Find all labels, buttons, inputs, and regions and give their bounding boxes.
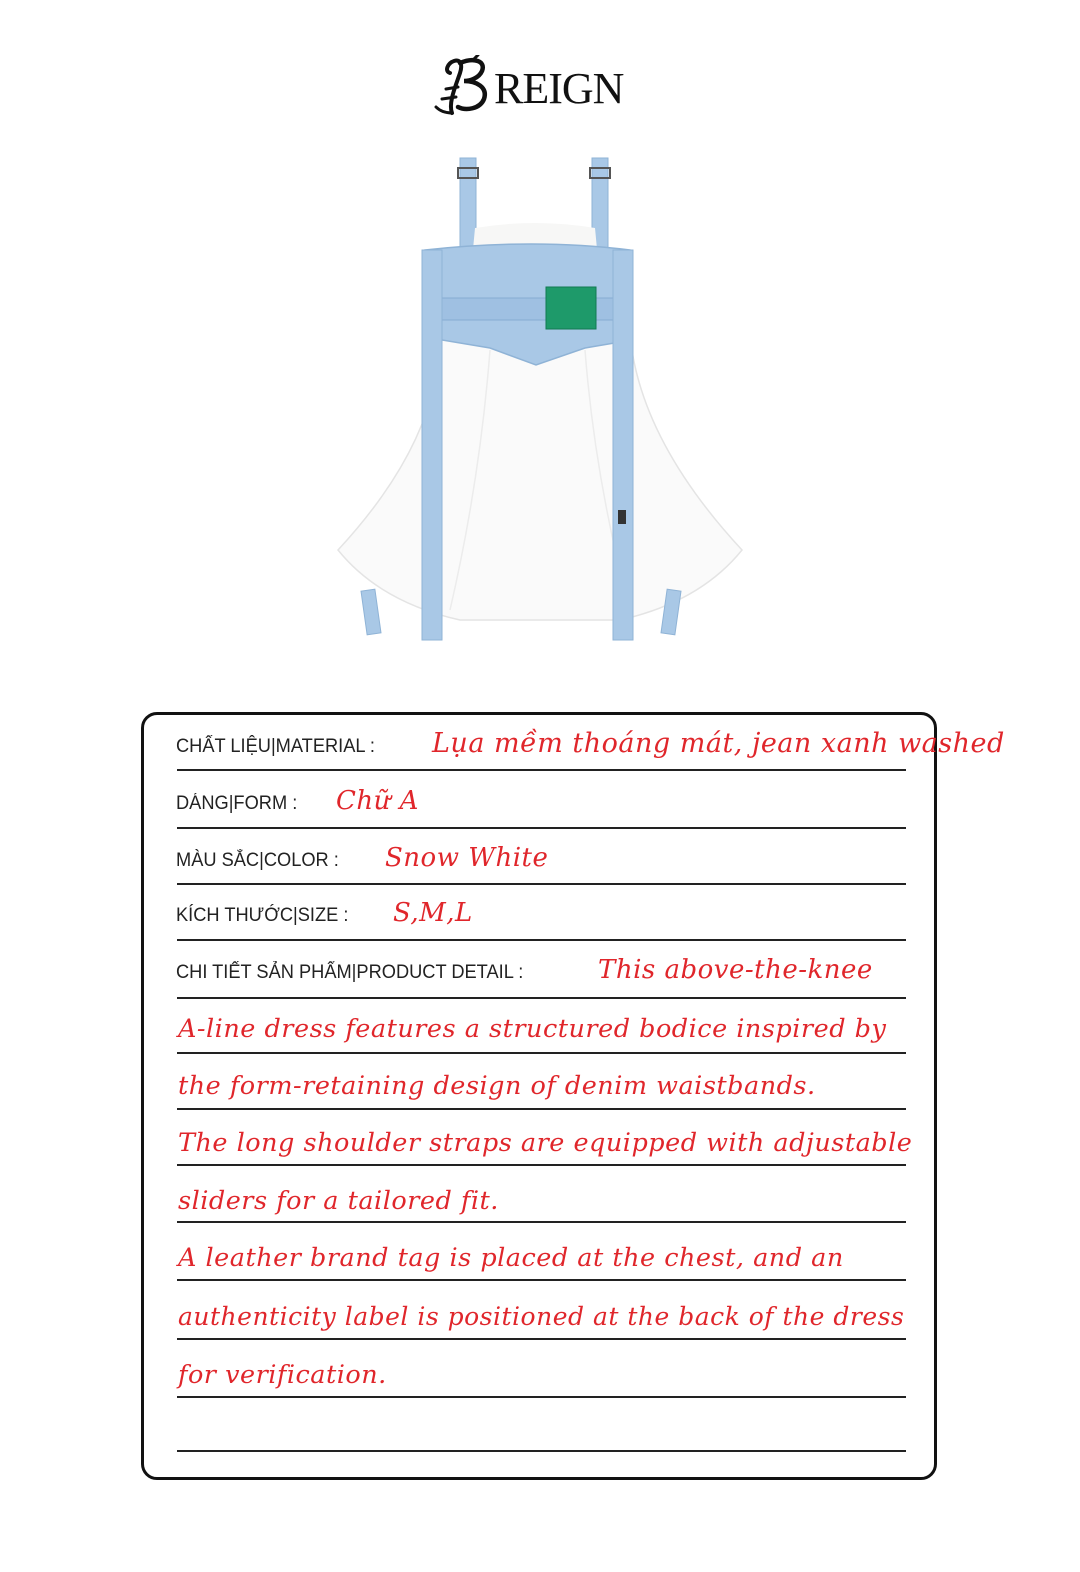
product-image: [330, 150, 750, 650]
color-value: Snow White: [385, 843, 549, 873]
detail-first-line: This above-the-knee: [598, 955, 873, 985]
detail-rule: [177, 1164, 906, 1166]
detail-rule: [177, 1396, 906, 1398]
brand-wordmark: REIGN: [494, 63, 624, 113]
material-rule: [177, 769, 906, 771]
detail-line: A-line dress features a structured bodice inspired by: [178, 1014, 887, 1044]
detail-line: sliders for a tailored fit.: [178, 1186, 499, 1216]
detail-line: for verification.: [178, 1360, 387, 1390]
material-value: Lụa mềm thoáng mát, jean xanh washed: [432, 728, 1005, 759]
brand-logo: [430, 55, 660, 117]
detail-rule: [177, 1108, 906, 1110]
size-label: KÍCH THƯỚC|SIZE :: [176, 905, 349, 926]
form-label: DÁNG|FORM :: [176, 793, 298, 814]
detail-line: authenticity label is positioned at the back of the dress: [178, 1302, 905, 1331]
brand-monogram-icon: [430, 55, 500, 117]
color-rule: [177, 883, 906, 885]
detail-label: CHI TIẾT SẢN PHẨM|PRODUCT DETAIL :: [176, 962, 524, 983]
detail-rule: [177, 1279, 906, 1281]
size-rule: [177, 939, 906, 941]
detail-rule: [177, 997, 906, 999]
detail-rule: [177, 1052, 906, 1054]
form-value: Chữ A: [336, 786, 419, 816]
color-label: MÀU SẮC|COLOR :: [176, 850, 339, 871]
form-rule: [177, 827, 906, 829]
detail-line: the form-retaining design of denim waistbands.: [178, 1071, 816, 1101]
detail-line: A leather brand tag is placed at the chest, and an: [178, 1243, 844, 1273]
detail-rule: [177, 1338, 906, 1340]
blank-rule: [177, 1450, 906, 1452]
material-label: CHẤT LIỆU|MATERIAL :: [176, 736, 376, 757]
detail-rule: [177, 1221, 906, 1223]
detail-line: The long shoulder straps are equipped with adjustable: [178, 1128, 913, 1158]
size-value: S,M,L: [393, 898, 473, 928]
